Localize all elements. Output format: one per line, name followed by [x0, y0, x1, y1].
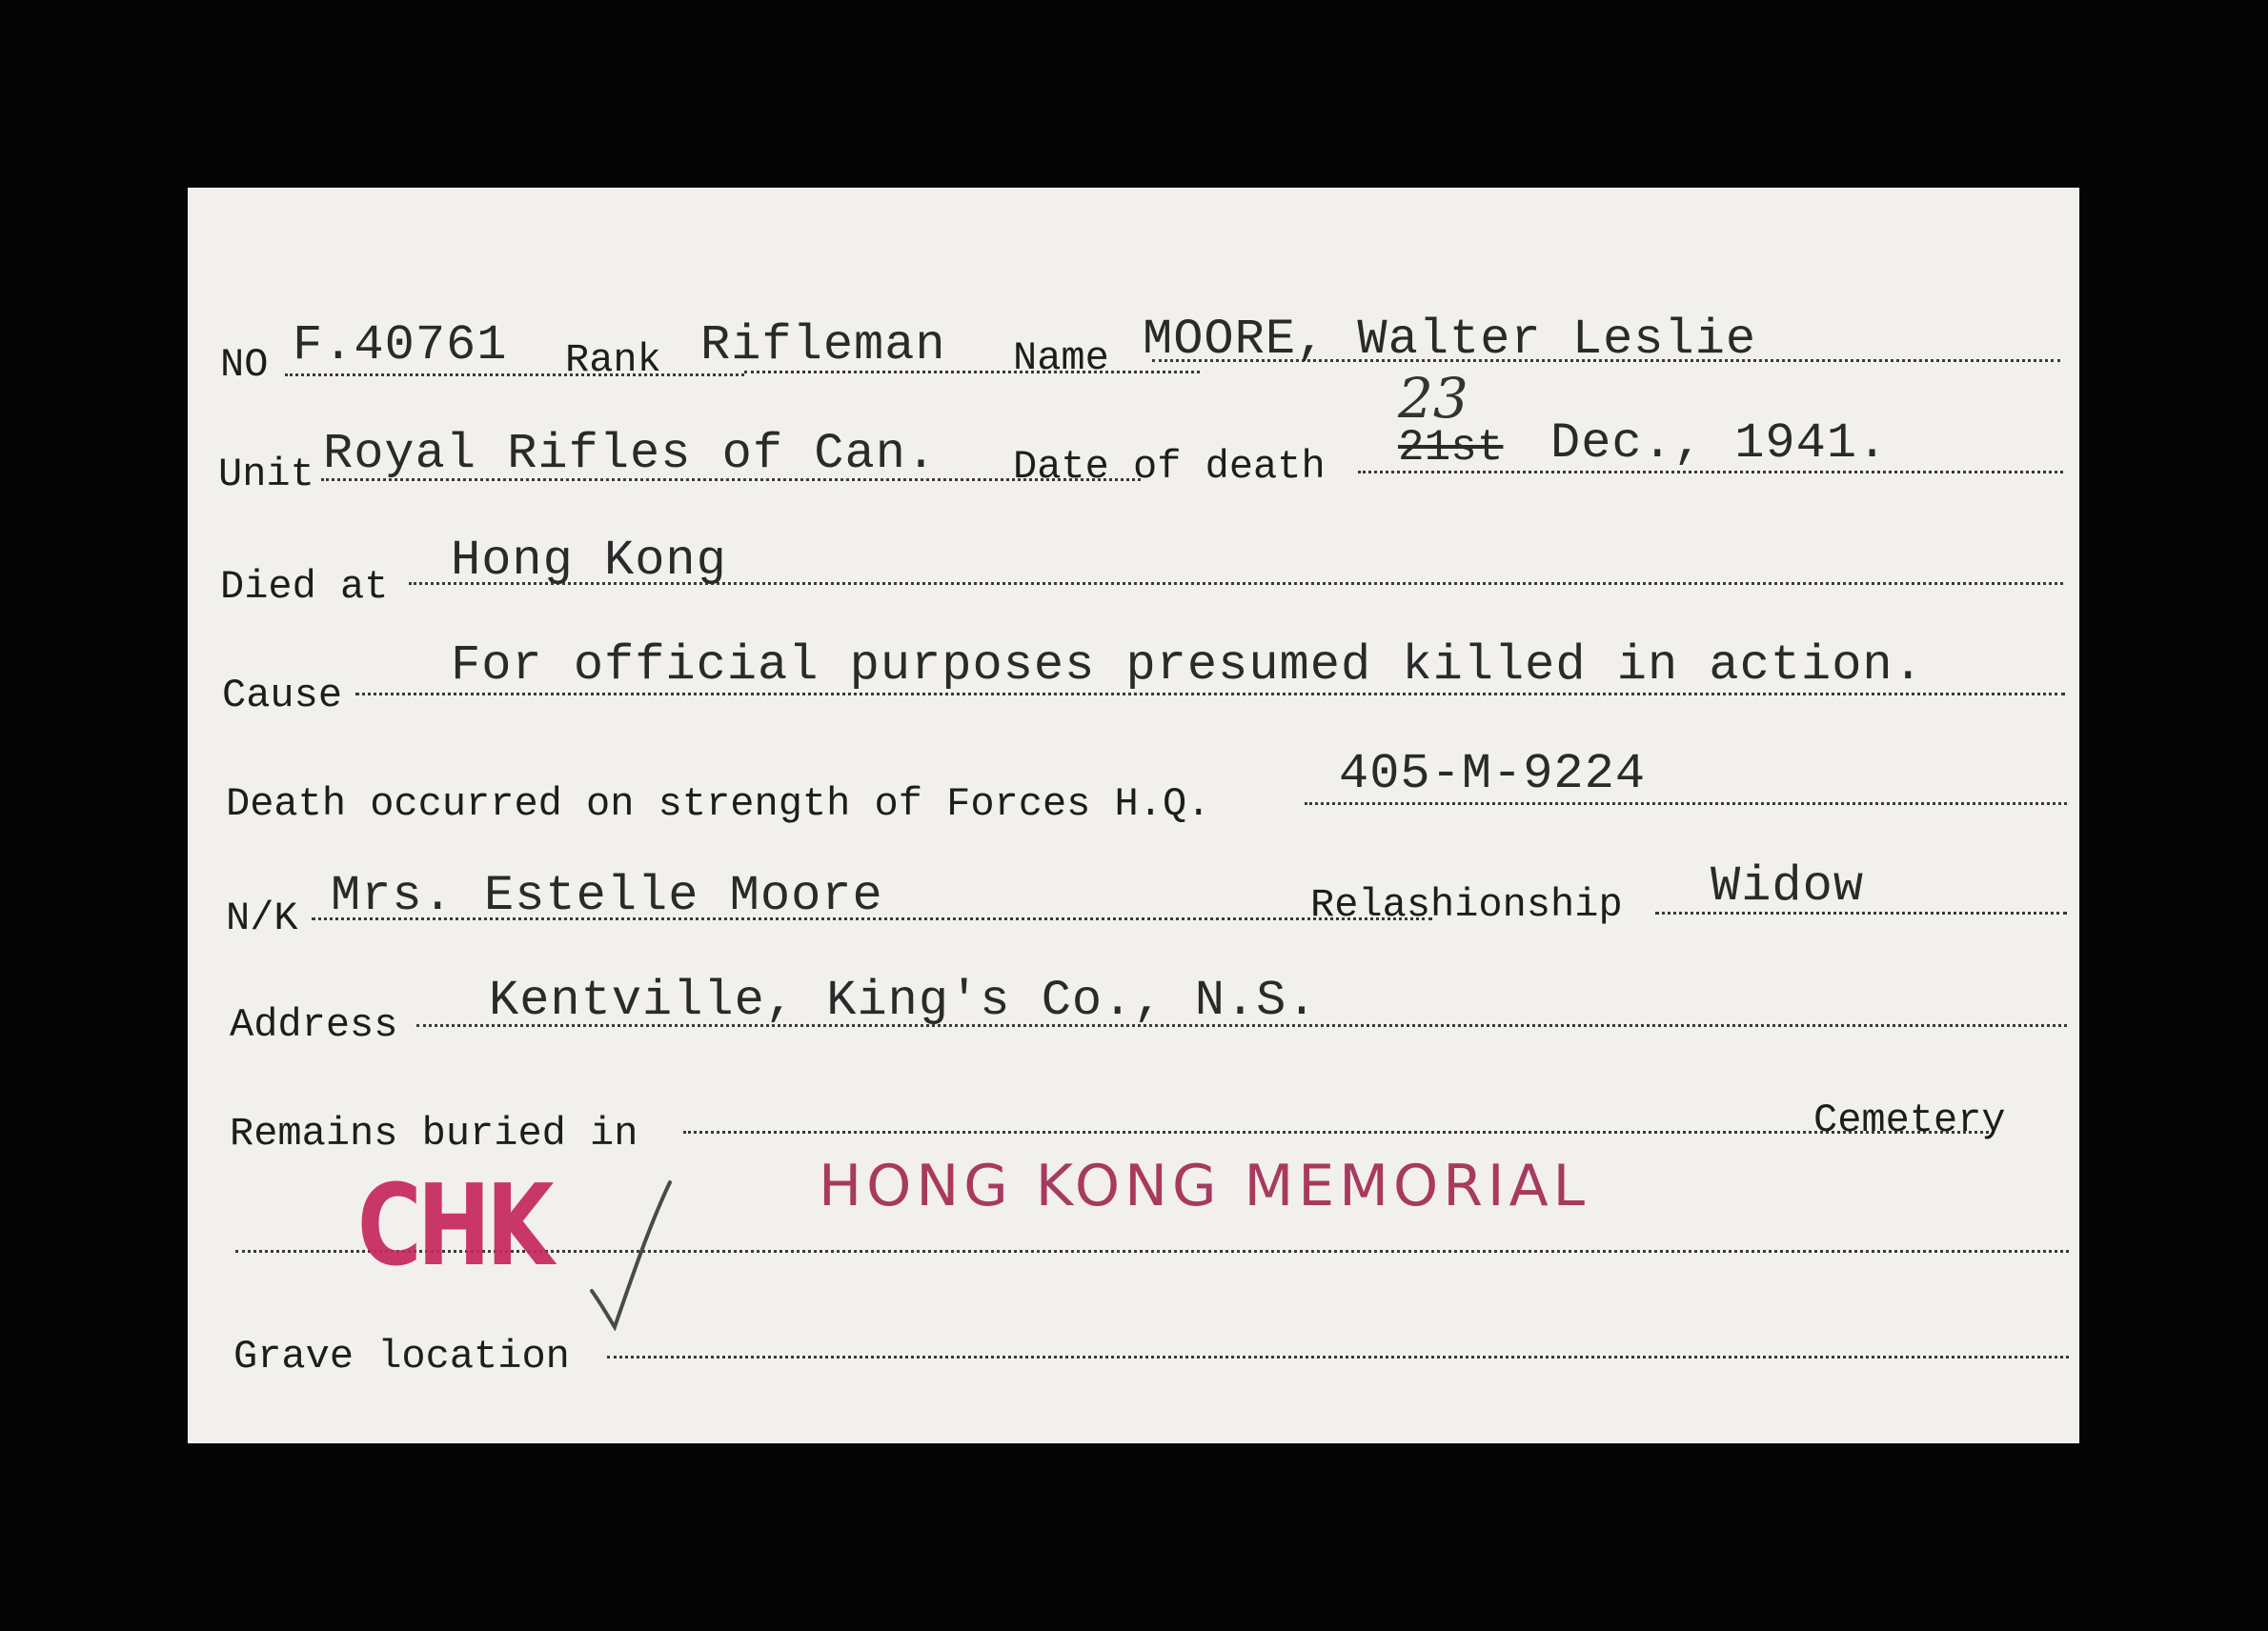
nk-value: Mrs. Estelle Moore — [331, 868, 883, 924]
remains-dotline — [683, 1131, 1995, 1134]
unit-value: Royal Rifles of Can. — [323, 426, 938, 482]
relationship-label: Relashionship — [1310, 882, 1623, 928]
casualty-card — [188, 188, 2079, 1443]
nk-label: N/K — [226, 896, 298, 941]
relationship-value: Widow — [1711, 858, 1865, 915]
rank-label: Rank — [565, 337, 661, 383]
name-value: MOORE, Walter Leslie — [1143, 312, 1757, 368]
check-mark-icon — [588, 1178, 674, 1331]
died-at-label: Died at — [220, 564, 389, 610]
address-label: Address — [230, 1002, 398, 1048]
died-at-value: Hong Kong — [451, 533, 727, 589]
strength-dotline — [1305, 802, 2067, 805]
strength-label: Death occurred on strength of Forces H.Q. — [226, 781, 1211, 827]
service-number: F.40761 — [293, 317, 508, 373]
address-value: Kentville, King's Co., N.S. — [489, 973, 1318, 1029]
date-of-death-label: Date of death — [1013, 444, 1326, 490]
cause-label: Cause — [222, 673, 343, 718]
strength-value: 405-M-9224 — [1339, 746, 1647, 802]
remains-label: Remains buried in — [230, 1111, 638, 1157]
date-correction-handwritten: 23 — [1398, 366, 1468, 431]
date-struck-out: 21st — [1398, 423, 1504, 473]
chk-stamp: CHK — [357, 1159, 550, 1291]
date-value: Dec., 1941. — [1550, 415, 1889, 472]
cemetery-label: Cemetery — [1813, 1097, 2006, 1143]
no-dotline — [285, 373, 744, 376]
name-label: Name — [1013, 335, 1109, 381]
rank-value: Rifleman — [700, 317, 946, 373]
grave-location-label: Grave location — [233, 1334, 570, 1379]
cause-value: For official purposes presumed killed in action. — [451, 637, 1924, 694]
no-label: NO — [220, 342, 269, 388]
rank-dotline — [744, 371, 1200, 373]
grave-dotline — [607, 1356, 2069, 1359]
hong-kong-memorial-stamp: HONG KONG MEMORIAL — [819, 1153, 1590, 1219]
unit-label: Unit — [218, 452, 314, 497]
